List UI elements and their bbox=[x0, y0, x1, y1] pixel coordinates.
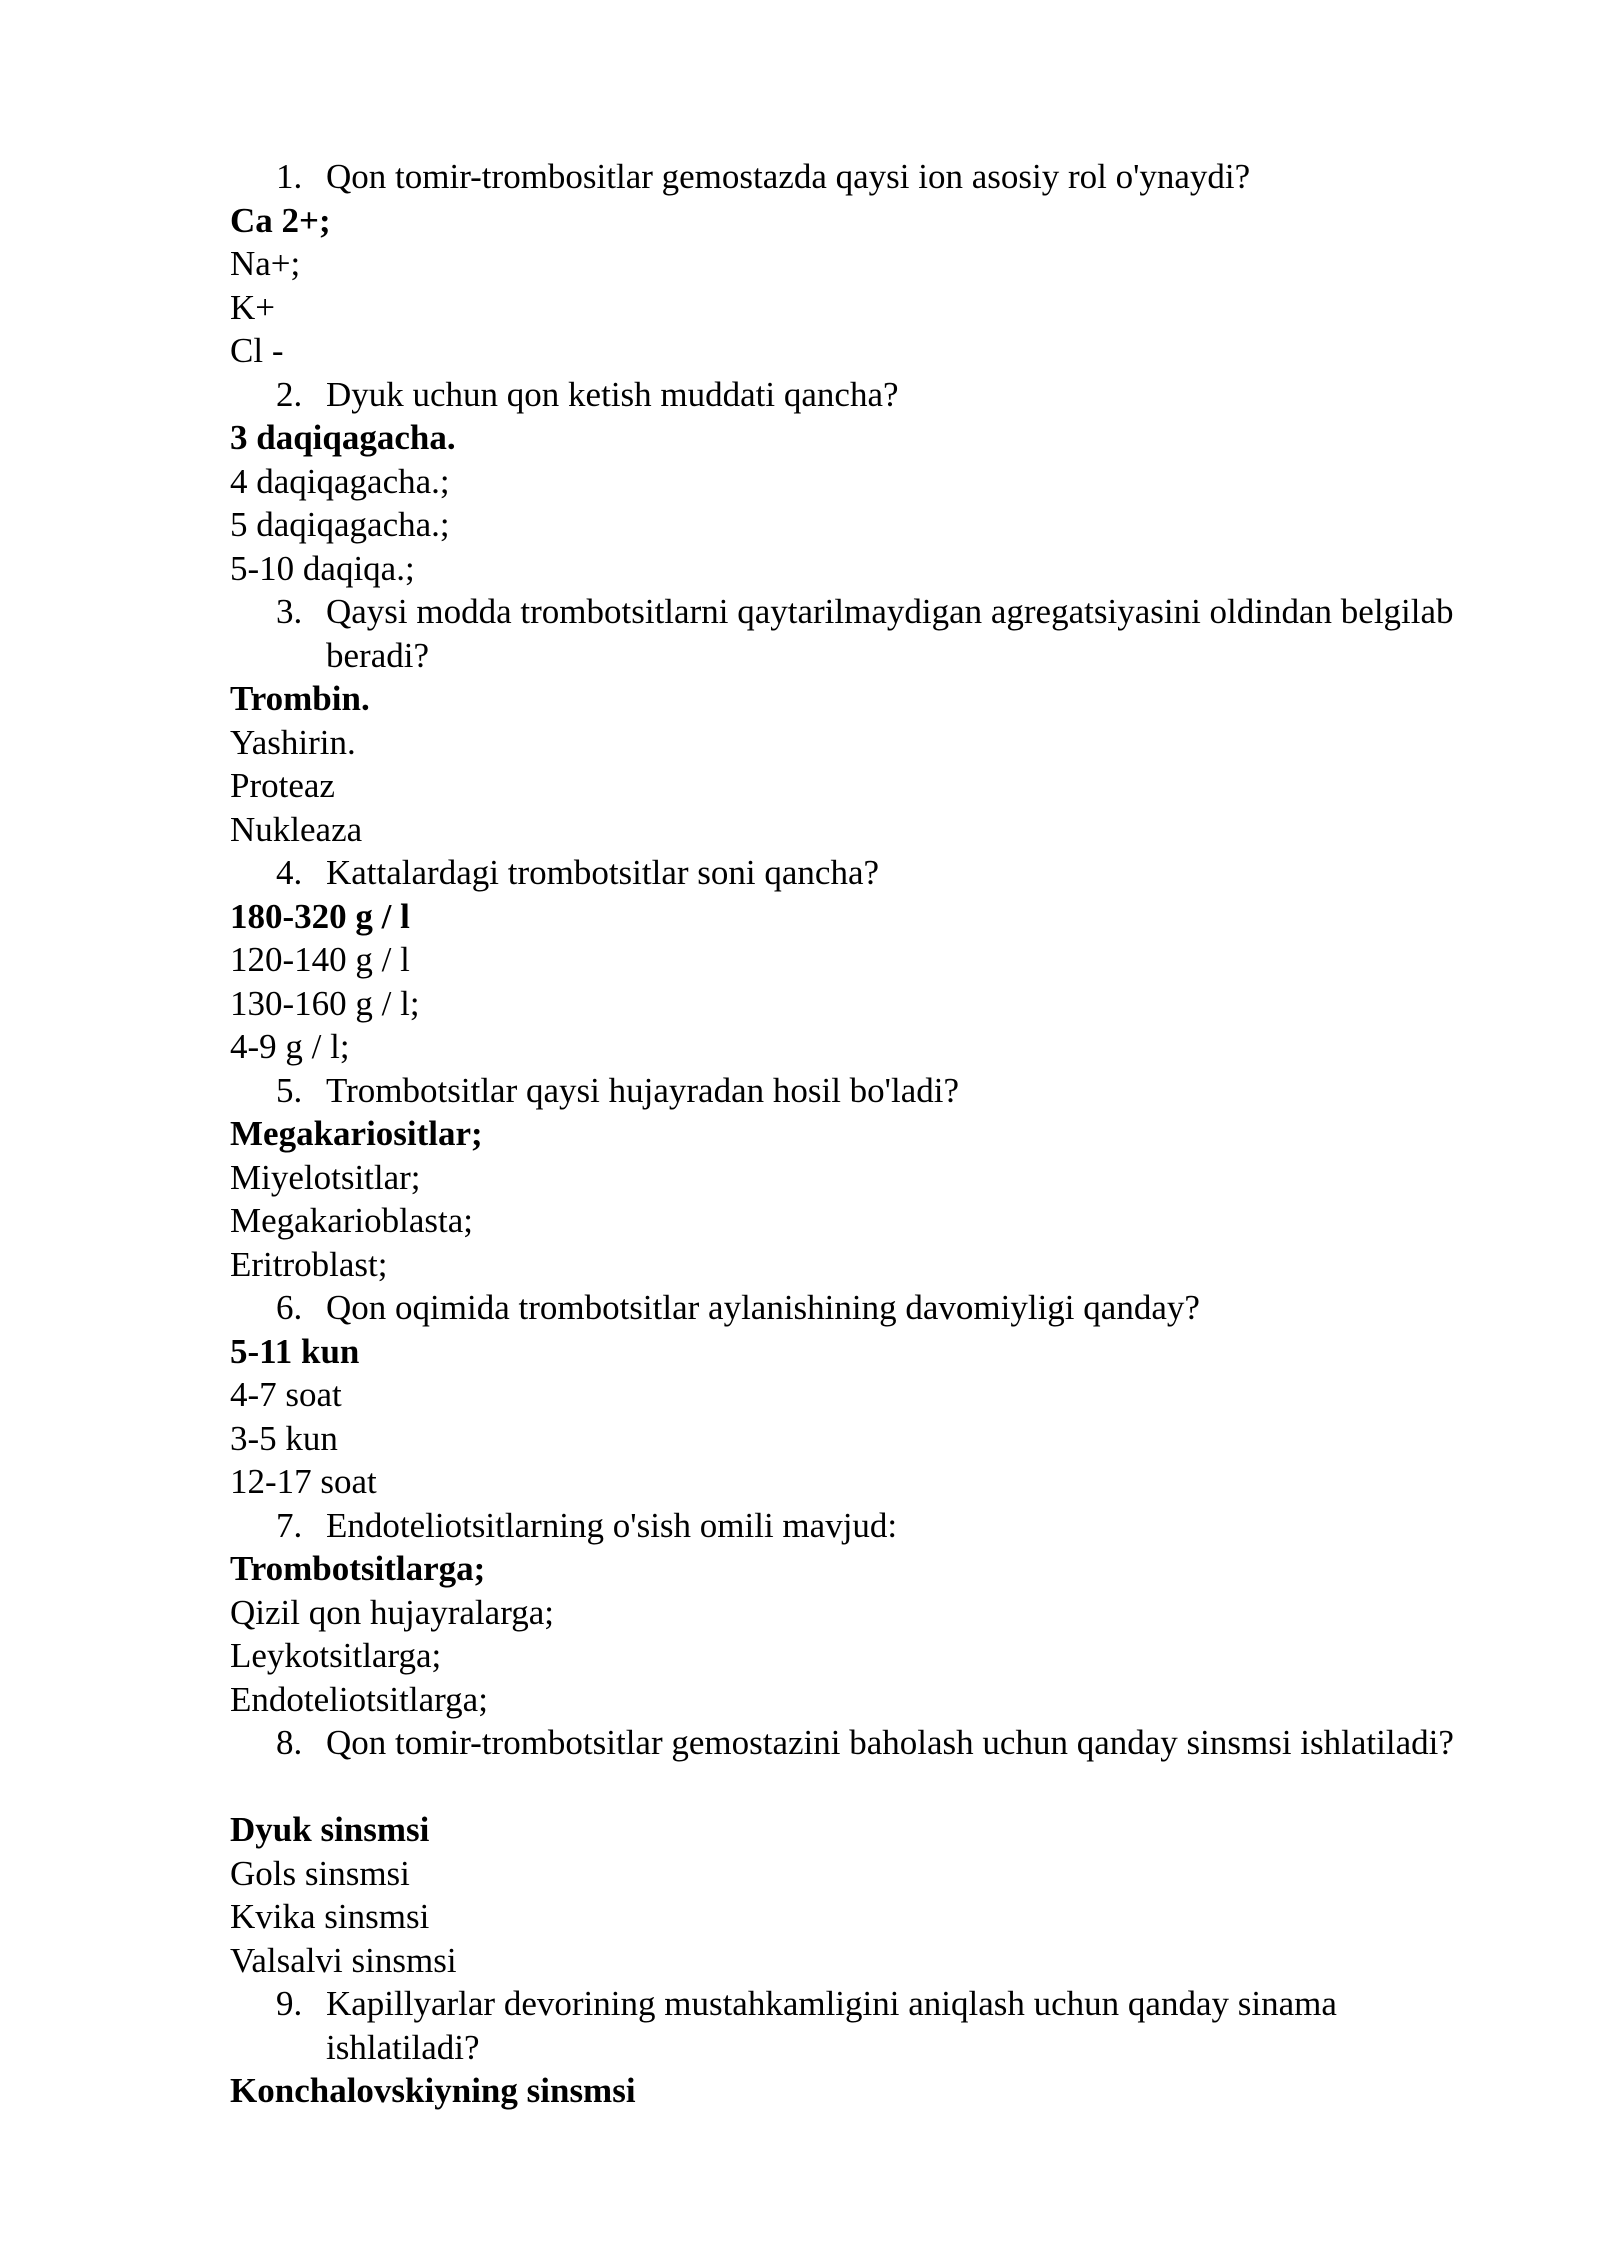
correct-answer: Dyuk sinsmsi bbox=[230, 1810, 430, 1849]
question-text: Dyuk uchun qon ketish muddati qancha? bbox=[326, 374, 899, 414]
answer-option: Na+; bbox=[230, 244, 301, 283]
answer-option: Megakarioblasta; bbox=[230, 1201, 473, 1240]
correct-answer: 5-11 kun bbox=[230, 1331, 360, 1371]
correct-answer: 3 daqiqagacha. bbox=[230, 418, 456, 457]
answer-option: Gols sinsmsi bbox=[230, 1853, 410, 1893]
answer-option: Proteaz bbox=[230, 766, 335, 805]
question-8 bbox=[0, 1721, 1600, 1808]
question-text: Kattalardagi trombotsitlar soni qancha? bbox=[326, 853, 880, 892]
question-text: Endoteliotsitlarning o'sish omili mavjud: bbox=[326, 1505, 898, 1545]
question-number: 7. bbox=[276, 1505, 303, 1545]
question-number: 5. bbox=[276, 1070, 303, 1110]
correct-answer: Trombotsitlarga; bbox=[230, 1549, 486, 1588]
answer-option: Yashirin. bbox=[230, 722, 356, 762]
question-9 bbox=[0, 1982, 1600, 2069]
answer-option: 3-5 kun bbox=[230, 1418, 338, 1458]
question-number: 2. bbox=[276, 374, 303, 414]
question-number: 9. bbox=[276, 1984, 303, 2023]
answer-option: 130-160 g / l; bbox=[230, 983, 420, 1023]
question-1 bbox=[0, 155, 1600, 199]
question-number: 4. bbox=[276, 853, 303, 892]
answer-option: Leykotsitlarga; bbox=[230, 1636, 442, 1675]
correct-answer: 180-320 g / l bbox=[230, 896, 410, 936]
question-4 bbox=[0, 851, 1600, 895]
question-number: 8. bbox=[276, 1723, 303, 1762]
answer-option: 5 daqiqagacha.; bbox=[230, 505, 450, 544]
question-number: 6. bbox=[276, 1288, 303, 1327]
answer-option: 4-9 g / l; bbox=[230, 1027, 350, 1066]
answer-option: Miyelotsitlar; bbox=[230, 1157, 421, 1197]
answer-option: Endoteliotsitlarga; bbox=[230, 1679, 488, 1719]
question-text: Qon tomir-trombotsitlar gemostazini baholash uchun qanday sinsmsi ishlatiladi? bbox=[326, 1723, 1454, 1762]
question-text: Trombotsitlar qaysi hujayradan hosil bo'ladi? bbox=[326, 1070, 959, 1110]
answer-option: 12-17 soat bbox=[230, 1462, 377, 1501]
question-text: Qon oqimida trombotsitlar aylanishining davomiyligi qanday? bbox=[326, 1288, 1200, 1327]
correct-answer: Trombin. bbox=[230, 679, 370, 718]
question-text: Kapillyarlar devorining mustahkamligini aniqlash uchun qanday sinama ishlatiladi? bbox=[326, 1984, 1337, 2067]
answer-option: K+ bbox=[230, 287, 276, 327]
correct-answer: Ca 2+; bbox=[230, 200, 331, 240]
answer-option: Valsalvi sinsmsi bbox=[230, 1940, 457, 1980]
question-2 bbox=[0, 373, 1600, 417]
correct-answer: Konchalovskiyning sinsmsi bbox=[230, 2071, 636, 2110]
question-number: 3. bbox=[276, 592, 303, 631]
document-page bbox=[0, 155, 1600, 2113]
answer-option: Cl - bbox=[230, 331, 284, 370]
question-5 bbox=[0, 1069, 1600, 1113]
answer-option: Qizil qon hujayralarga; bbox=[230, 1592, 554, 1632]
question-7 bbox=[0, 1504, 1600, 1548]
answer-option: 4-7 soat bbox=[230, 1375, 342, 1414]
answer-option: Kvika sinsmsi bbox=[230, 1897, 430, 1936]
answer-option: Eritroblast; bbox=[230, 1244, 388, 1284]
answer-option: 120-140 g / l bbox=[230, 940, 410, 979]
answer-option: Nukleaza bbox=[230, 809, 363, 849]
question-3 bbox=[0, 590, 1600, 677]
correct-answer: Megakariositlar; bbox=[230, 1114, 483, 1153]
question-text: Qaysi modda trombotsitlarni qaytarilmaydigan agregatsiyasini oldindan belgilab beradi? bbox=[326, 592, 1454, 675]
question-6 bbox=[0, 1286, 1600, 1330]
question-number: 1. bbox=[276, 157, 303, 196]
answer-option: 4 daqiqagacha.; bbox=[230, 461, 450, 501]
question-text: Qon tomir-trombositlar gemostazda qaysi ion asosiy rol o'ynaydi? bbox=[326, 157, 1251, 196]
answer-option: 5-10 daqiqa.; bbox=[230, 548, 415, 588]
